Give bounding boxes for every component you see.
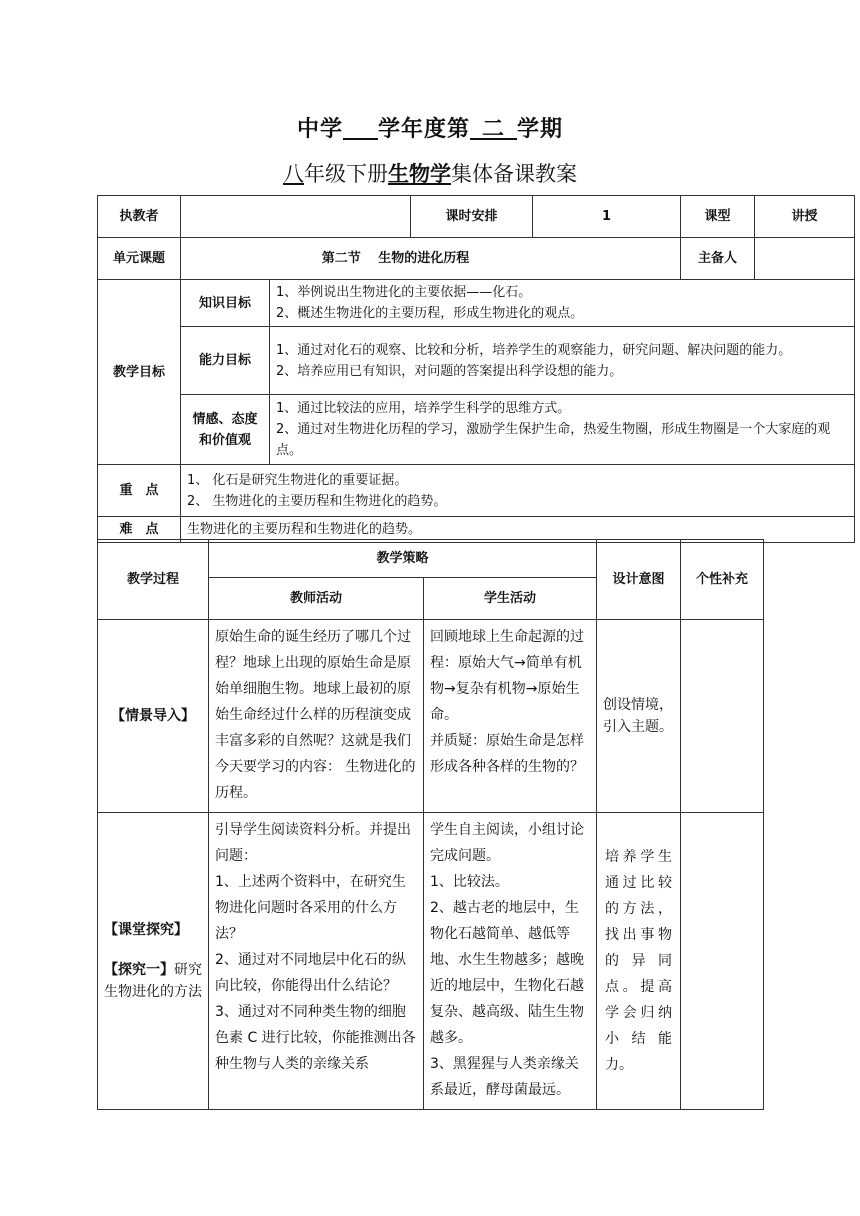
subtitle-grade: 八	[283, 162, 304, 186]
title-year-label: 学年度第	[377, 117, 470, 142]
ability-objectives	[270, 327, 855, 395]
subtitle-suffix: 集体备课教案	[451, 162, 577, 186]
teacher-activity-label: 教师活动	[209, 578, 424, 620]
key-points	[181, 465, 855, 517]
personal-supplement	[681, 813, 764, 1110]
phase-title: 【情景导入】	[111, 707, 195, 724]
knowledge-row	[98, 280, 855, 327]
difficulty-text: 生物进化的主要历程和生物进化的趋势。	[181, 517, 855, 543]
emotion-label	[181, 395, 270, 465]
student-activity-label: 学生活动	[424, 578, 597, 620]
phase-subtitle: 【探究一】	[104, 962, 174, 978]
knowledge-label: 知识目标	[181, 280, 270, 327]
emotion-item: 1、通过比较法的应用，培养学生科学的思维方式。	[276, 401, 571, 416]
process-row-intro	[98, 620, 764, 813]
hours-label: 课时安排	[411, 196, 533, 238]
title-term	[470, 117, 517, 142]
process-label: 教学过程	[98, 540, 209, 620]
title-term-value: 二	[482, 117, 506, 142]
knowledge-item: 1、举例说出生物进化的主要依据——化石。	[276, 285, 532, 300]
document-subtitle	[0, 158, 860, 188]
ability-label: 能力目标	[181, 327, 270, 395]
emotion-row	[98, 395, 855, 465]
process-header-row	[98, 540, 764, 578]
teacher-value	[181, 196, 411, 238]
document-title	[0, 112, 860, 143]
design-intent: 培养学生通过比较的方法，找出事物的异同点。提高学会归纳小结能力。	[597, 813, 681, 1110]
strategy-label: 教学策略	[209, 540, 597, 578]
info-row-1	[98, 196, 855, 238]
unit-label: 单元课题	[98, 238, 181, 280]
lead-label: 主备人	[681, 238, 755, 280]
process-row-explore	[98, 813, 764, 1110]
ability-row	[98, 327, 855, 395]
info-row-2	[98, 238, 855, 280]
key-point-item: 1、 化石是研究生物进化的重要证据。	[187, 472, 408, 488]
teaching-process-table	[97, 539, 764, 1110]
phase-cell	[98, 813, 209, 1110]
type-label: 课型	[681, 196, 755, 238]
hours-value: 1	[533, 196, 681, 238]
lead-value	[755, 238, 855, 280]
key-points-label: 重 点	[98, 465, 181, 517]
emotion-label-line: 情感、态度	[192, 411, 258, 427]
difficulty-label: 难 点	[98, 517, 181, 543]
phase-topic: 研究生物进化的方法	[104, 962, 202, 1000]
key-point-item: 2、 生物进化的主要历程和生物进化的趋势。	[187, 493, 447, 509]
title-blank-year	[343, 117, 378, 142]
teacher-activity: 引导学生阅读资料分析。并提出问题： 1、上述两个资料中，在研究生物进化问题时各采用的什么方法？ 2、通过对不同地层中化石的纵向比较，你能得出什么结论？ 3、通过对不同种类生物的细胞色素 C 进行比较，你能推测出各种生物与人类的亲缘关系	[209, 813, 424, 1110]
personal-supplement	[681, 620, 764, 813]
knowledge-objectives	[270, 280, 855, 327]
title-term-label: 学期	[517, 117, 564, 142]
title-school: 中学	[296, 117, 343, 142]
personal-label: 个性补充	[681, 540, 764, 620]
emotion-objectives	[270, 395, 855, 465]
emotion-item: 2、通过对生物进化历程的学习，激励学生保护生命，热爱生物圈，形成生物圈是一个大家庭的观点。	[276, 422, 831, 458]
teacher-activity: 原始生命的诞生经历了哪几个过程？地球上出现的原始生命是原始单细胞生物。地球上最初的原始生命经过什么样的历程演变成丰富多彩的自然呢？这就是我们今天要学习的内容： 生物进化的历程。	[209, 620, 424, 813]
ability-item: 1、通过对化石的观察、比较和分析，培养学生的观察能力，研究问题、解决问题的能力。	[276, 342, 792, 358]
student-activity: 学生自主阅读，小组讨论完成问题。 1、比较法。 2、越古老的地层中，生物化石越简单、越低等地、水生生物越多；越晚近的地层中，生物化石越复杂、越高级、陆生生物越多。 3、黑猩猩与人类亲缘关系最近，酵母菌最远。	[424, 813, 597, 1110]
key-points-row	[98, 465, 855, 517]
subtitle-subject: 生物学	[388, 162, 451, 186]
intent-label: 设计意图	[597, 540, 681, 620]
teacher-label: 执教者	[98, 196, 181, 238]
type-value: 讲授	[755, 196, 855, 238]
phase-cell	[98, 620, 209, 813]
phase-title: 【课堂探究】	[104, 922, 188, 938]
lesson-info-table	[97, 195, 855, 543]
knowledge-item: 2、概述生物进化的主要历程，形成生物进化的观点。	[276, 306, 584, 321]
design-intent: 创设情境，引入主题。	[597, 620, 681, 813]
student-activity: 回顾地球上生命起源的过程：原始大气→简单有机物→复杂有机物→原始生命。 并质疑：原始生命是怎样形成各种各样的生物的？	[424, 620, 597, 813]
objectives-label: 教学目标	[98, 280, 181, 465]
unit-value: 第二节 生物的进化历程	[181, 238, 681, 280]
subtitle-volume: 年级下册	[304, 162, 388, 186]
ability-item: 2、培养应用已有知识，对问题的答案提出科学设想的能力。	[276, 363, 623, 379]
emotion-label-line: 和价值观	[198, 432, 251, 448]
